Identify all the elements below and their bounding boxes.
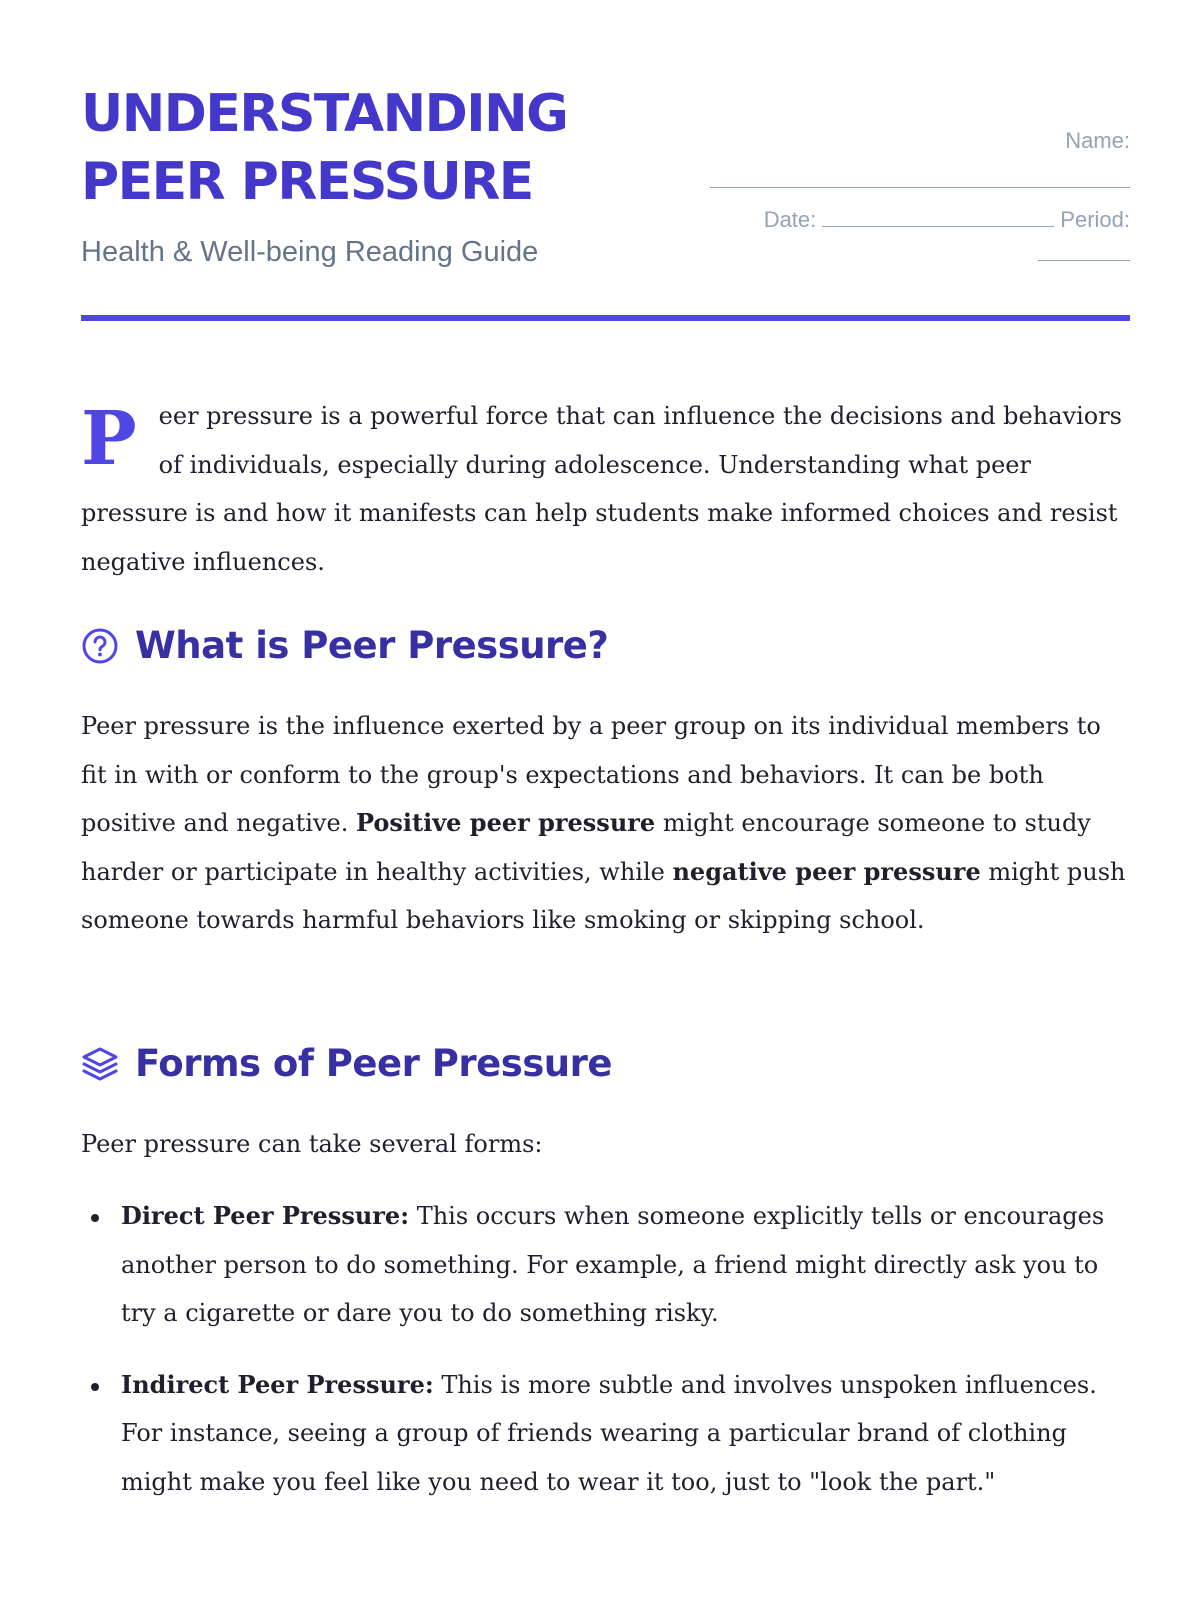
what-text-part2: might encourage someone to study harder or participate in healthy activities, while [81, 809, 1091, 886]
date-label: Date: [763, 207, 817, 232]
date-field-line[interactable] [822, 225, 1054, 227]
what-text-part1: Peer pressure is the influence exerted by a peer group on its individual members to fit in with or conform to the group's expectations and behaviors. It can be both positive and negative. [81, 712, 1101, 837]
list-item [81, 1361, 1130, 1507]
section-heading-what [81, 622, 608, 670]
what-bold-negative: negative peer pressure [672, 856, 981, 886]
what-text-part3: might push someone towards harmful behaviors like smoking or skipping school. [81, 857, 1126, 934]
section-heading-what-text: What is Peer Pressure? [135, 624, 609, 667]
list-item-text: This occurs when someone explicitly tells or encourages another person to do something. For example, a friend might directly ask you to try a cigarette or dare you to do something risky. [121, 1202, 1105, 1327]
name-label: Name: [1065, 128, 1130, 153]
period-label: Period: [1060, 207, 1130, 232]
drop-cap: P [81, 396, 137, 482]
list-item-term: Direct Peer Pressure: [121, 1201, 410, 1230]
list-item [81, 1192, 1130, 1338]
forms-list [81, 1192, 1130, 1529]
title-line-1: UNDERSTANDING [81, 84, 568, 144]
intro-text: eer pressure is a powerful force that can influence the decisions and behaviors of individuals, especially during adolescence. Understanding what peer pressure is and how it manifests can help students make informed choices and resist negative influences. [81, 402, 1122, 576]
period-field-line[interactable] [1038, 260, 1130, 261]
intro-paragraph [81, 392, 1130, 586]
header-divider [81, 315, 1130, 321]
list-item-text: This is more subtle and involves unspoken influences. For instance, seeing a group of friends wearing a particular brand of clothing might make you feel like you need to wear it too, just to "look the part." [121, 1370, 1097, 1496]
list-item-term: Indirect Peer Pressure: [121, 1369, 434, 1399]
name-field-line[interactable] [710, 187, 1130, 188]
page-title [81, 80, 567, 216]
what-paragraph [81, 702, 1130, 945]
date-period-row [764, 207, 1130, 233]
section-heading-forms [81, 1040, 612, 1088]
layers-icon [81, 1044, 121, 1084]
question-circle-icon [81, 626, 121, 666]
title-line-2: PEER PRESSURE [81, 152, 533, 212]
section-heading-forms-text: Forms of Peer Pressure [135, 1042, 612, 1085]
forms-intro: Peer pressure can take several forms: [81, 1130, 543, 1158]
worksheet-page [81, 0, 1130, 1600]
page-subtitle: Health & Well-being Reading Guide [81, 236, 539, 268]
what-bold-positive: Positive peer pressure [355, 808, 656, 837]
